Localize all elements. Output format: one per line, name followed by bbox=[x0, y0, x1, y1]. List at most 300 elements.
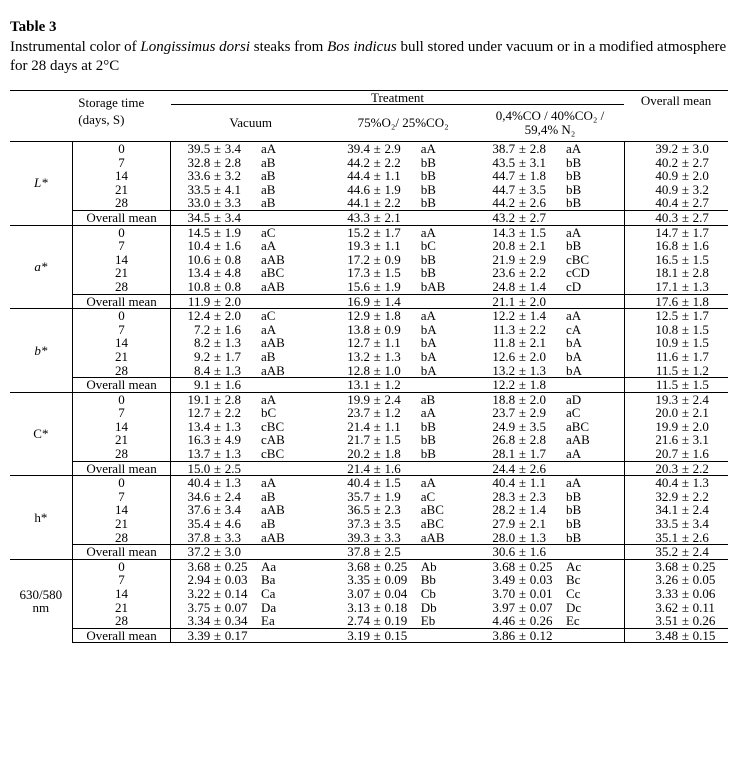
vacuum-sd: 2.2 bbox=[224, 405, 241, 421]
mod2-mean: 44.7 bbox=[492, 181, 516, 197]
vacuum-overall-sd: 3.0 bbox=[225, 545, 254, 560]
mod2-overall-sd: 1.8 bbox=[530, 378, 559, 393]
table-row bbox=[10, 503, 728, 517]
caption-part1: Instrumental color of bbox=[10, 39, 141, 55]
vacuum-mean: 10.6 bbox=[187, 251, 211, 267]
vacuum-sd: 4.6 bbox=[224, 516, 241, 532]
mod1-letters: bAB bbox=[417, 278, 446, 294]
storage-day: 7 bbox=[72, 156, 171, 170]
vacuum-overall-pm: ± bbox=[210, 378, 225, 393]
vacuum-letters: aAB bbox=[257, 529, 285, 545]
storage-day: 14 bbox=[72, 420, 171, 434]
vacuum-sd: 2.4 bbox=[224, 488, 241, 504]
overall-pm: ± bbox=[681, 278, 689, 294]
mod2-mean: 38.7 bbox=[476, 142, 515, 156]
overall-mean: 40.2 bbox=[624, 156, 678, 170]
mod1-mean: 35.7 bbox=[347, 488, 370, 504]
vacuum-sd: 1.7 bbox=[224, 348, 241, 364]
mod2-mean: 11.3 bbox=[492, 321, 516, 337]
overall-mean: 40.4 bbox=[624, 476, 678, 490]
overall-pm: ± bbox=[681, 446, 689, 462]
spacer bbox=[559, 210, 624, 225]
mod2-overall-mean: 43.2 bbox=[476, 210, 515, 225]
caption-part3: bull stored under vacuum or in a modified atmosphere for 28 days at 2°C bbox=[10, 39, 727, 74]
vacuum-overall-mean: 9.1 bbox=[171, 378, 210, 393]
overall-sd: 2.7 bbox=[692, 154, 709, 170]
table-row bbox=[10, 280, 728, 294]
mod1-pm: ± bbox=[373, 599, 381, 615]
table-row bbox=[10, 447, 728, 461]
mod1-mean: 15.6 bbox=[347, 278, 370, 294]
overall-overall-pm: ± bbox=[678, 545, 693, 560]
vacuum-pm: ± bbox=[210, 392, 225, 406]
mod2-mean: 26.8 bbox=[492, 432, 516, 448]
overall-mean-row bbox=[10, 628, 728, 643]
overall-sd: 1.6 bbox=[692, 446, 709, 462]
mod2-mean: 24.8 bbox=[492, 278, 516, 294]
mod1-mean: 44.2 bbox=[347, 154, 370, 170]
storage-day: 7 bbox=[72, 406, 171, 420]
mod2-pm: ± bbox=[518, 613, 526, 629]
overall-sd: 1.3 bbox=[692, 278, 709, 294]
mod2-letters: bA bbox=[562, 362, 582, 378]
overall-mean: 40.9 bbox=[624, 183, 678, 197]
overall-pm: ± bbox=[678, 309, 693, 323]
table-row bbox=[10, 433, 728, 447]
mod2-mean: 24.9 bbox=[492, 418, 516, 434]
overall-overall-sd: 1.5 bbox=[693, 378, 728, 393]
vacuum-mean: 40.4 bbox=[171, 476, 210, 490]
mod1-pm: ± bbox=[373, 251, 381, 267]
vacuum-letters: aA bbox=[254, 476, 331, 490]
mod2-sd: 2.1 bbox=[529, 516, 546, 532]
mod1-pm: ± bbox=[373, 502, 381, 518]
mod1-pm: ± bbox=[373, 516, 381, 532]
vacuum-letters: Ca bbox=[257, 586, 276, 601]
mod1-sd: 0.25 bbox=[384, 559, 413, 573]
mod2-sd: 1.4 bbox=[529, 278, 546, 294]
vacuum-letters: aB bbox=[257, 348, 276, 364]
mod2-letters: Bc bbox=[562, 572, 581, 588]
vacuum-mean: 37.6 bbox=[187, 502, 211, 518]
mod1-sd: 1.7 bbox=[384, 225, 413, 239]
mod1-mean: 21.4 bbox=[347, 418, 370, 434]
mod1-mean: 20.2 bbox=[347, 446, 370, 462]
overall-sd: 3.2 bbox=[692, 181, 709, 197]
overall-mean: 11.6 bbox=[624, 350, 678, 364]
vacuum-letters: aB bbox=[257, 181, 276, 197]
vacuum-mean: 14.5 bbox=[171, 225, 210, 239]
vacuum-letters: aA bbox=[257, 238, 277, 254]
caption-italic2: Bos indicus bbox=[327, 39, 397, 55]
spacer bbox=[254, 628, 331, 643]
mod1-sd: 0.9 bbox=[384, 251, 401, 267]
vacuum-pm: ± bbox=[213, 362, 222, 378]
vacuum-pm: ± bbox=[213, 168, 222, 184]
overall-sd: 2.6 bbox=[692, 529, 709, 545]
group-label-text: 630/580 bbox=[19, 586, 63, 602]
mod1-overall-sd: 1.6 bbox=[384, 461, 413, 476]
overall-pm: ± bbox=[681, 362, 689, 378]
vacuum-pm: ± bbox=[213, 251, 222, 267]
overall-pm: ± bbox=[681, 418, 689, 434]
table-row bbox=[10, 253, 728, 267]
overall-overall-pm: ± bbox=[678, 378, 693, 393]
overall-pm: ± bbox=[681, 599, 689, 615]
storage-day: 28 bbox=[72, 280, 171, 294]
mod2-mean: 44.7 bbox=[492, 168, 516, 184]
vacuum-overall-sd: 2.0 bbox=[225, 294, 254, 309]
mod2-mean: 21.9 bbox=[492, 251, 516, 267]
overall-overall-sd: 0.15 bbox=[693, 628, 728, 643]
mod1-letters: Cb bbox=[417, 586, 436, 601]
overall-sd: 1.6 bbox=[692, 238, 709, 254]
overall-sd: 1.2 bbox=[692, 362, 709, 378]
mod1-overall-mean: 43.3 bbox=[331, 210, 370, 225]
mod2-pm: ± bbox=[515, 476, 530, 490]
mod2-sd: 2.1 bbox=[529, 238, 546, 254]
mod2-letters: bB bbox=[562, 529, 582, 545]
mod2-pm: ± bbox=[518, 362, 526, 378]
spacer bbox=[414, 294, 476, 309]
mod2-header: 0,4%CO / 40%CO₂ / 59,4% N₂ bbox=[476, 105, 624, 142]
mod2-pm: ± bbox=[515, 309, 530, 323]
mod2-letters: Ac bbox=[559, 559, 624, 573]
table-row bbox=[10, 573, 728, 587]
overall-mean: 3.68 bbox=[624, 559, 678, 573]
overall-sd: 2.0 bbox=[692, 418, 709, 434]
mod2-pm: ± bbox=[518, 418, 526, 434]
mod1-pm: ± bbox=[373, 446, 381, 462]
mod1-pm: ± bbox=[373, 348, 381, 364]
vacuum-mean: 3.22 bbox=[187, 586, 211, 601]
overall-pm: ± bbox=[681, 613, 689, 629]
vacuum-letters: cBC bbox=[257, 418, 285, 434]
overall-pm: ± bbox=[681, 321, 689, 337]
mod2-pm: ± bbox=[518, 181, 526, 197]
vacuum-mean: 33.5 bbox=[187, 181, 211, 197]
table-row bbox=[10, 169, 728, 183]
mod2-sd: 2.8 bbox=[529, 432, 546, 448]
mod1-sd: 1.1 bbox=[384, 418, 401, 434]
overall-mean: 40.4 bbox=[624, 196, 678, 210]
spacer bbox=[254, 210, 331, 225]
mod2-mean: 20.8 bbox=[492, 238, 516, 254]
mod2-overall-sd: 2.7 bbox=[530, 210, 559, 225]
group-label-text: L* bbox=[34, 175, 48, 191]
mod2-letters: cBC bbox=[562, 251, 590, 267]
spacer bbox=[414, 545, 476, 560]
vacuum-sd: 3.2 bbox=[224, 168, 241, 184]
vacuum-letters: cAB bbox=[257, 432, 285, 448]
spacer bbox=[254, 294, 331, 309]
mod1-overall-pm: ± bbox=[370, 461, 385, 476]
vacuum-sd: 1.3 bbox=[224, 335, 241, 351]
storage-day: 0 bbox=[72, 142, 171, 156]
vacuum-sd: 2.8 bbox=[224, 154, 241, 170]
mod1-letters: bB bbox=[417, 168, 436, 184]
vacuum-mean: 33.0 bbox=[187, 195, 211, 211]
table-title: Table 3 bbox=[10, 19, 57, 35]
mod1-sd: 2.3 bbox=[384, 502, 401, 518]
vacuum-pm: ± bbox=[213, 529, 222, 545]
overall-overall-pm: ± bbox=[678, 461, 693, 476]
overall-pm: ± bbox=[681, 181, 689, 197]
storage-day: 28 bbox=[72, 196, 171, 210]
overall-sd: 2.0 bbox=[692, 168, 709, 184]
group-label-text: h* bbox=[34, 509, 48, 525]
table-row bbox=[10, 350, 728, 364]
mod1-letters: aC bbox=[417, 488, 436, 504]
vacuum-overall-sd: 1.6 bbox=[225, 378, 254, 393]
storage-day: 7 bbox=[72, 323, 171, 337]
overall-mean-label: Overall mean bbox=[72, 628, 171, 643]
mod2-pm: ± bbox=[518, 502, 526, 518]
mod1-pm: ± bbox=[370, 392, 385, 406]
vacuum-letters: aB bbox=[257, 195, 276, 211]
storage-day: 0 bbox=[72, 392, 171, 406]
mod1-mean: 37.3 bbox=[347, 516, 370, 532]
mod2-pm: ± bbox=[518, 432, 526, 448]
overall-sd: 0.05 bbox=[692, 572, 716, 588]
mod1-overall-sd: 0.15 bbox=[384, 628, 413, 643]
overall-pm: ± bbox=[681, 168, 689, 184]
spacer bbox=[254, 461, 331, 476]
mod1-sd: 1.5 bbox=[384, 432, 401, 448]
overall-pm: ± bbox=[678, 225, 693, 239]
mod1-letters: aA bbox=[414, 476, 476, 490]
mod1-letters: Bb bbox=[417, 572, 436, 588]
mod1-mean: 23.7 bbox=[347, 405, 370, 421]
mod2-letters: cD bbox=[562, 278, 582, 294]
table-row bbox=[10, 336, 728, 350]
mod2-letters: bB bbox=[562, 238, 582, 254]
mod1-overall-mean: 37.8 bbox=[331, 545, 370, 560]
mod2-sd: 0.07 bbox=[529, 599, 553, 615]
group-label bbox=[10, 476, 72, 560]
vacuum-letters: aB bbox=[257, 154, 276, 170]
mod1-overall-sd: 2.1 bbox=[384, 210, 413, 225]
overall-pm: ± bbox=[681, 154, 689, 170]
vacuum-mean: 19.1 bbox=[171, 392, 210, 406]
overall-pm: ± bbox=[678, 559, 693, 573]
mod1-letters: bB bbox=[417, 251, 436, 267]
table-row bbox=[10, 309, 728, 323]
mod2-mean: 13.2 bbox=[492, 362, 516, 378]
mod2-mean: 28.0 bbox=[492, 529, 516, 545]
table-row bbox=[10, 196, 728, 210]
mod2-pm: ± bbox=[518, 348, 526, 364]
mod1-overall-pm: ± bbox=[370, 294, 385, 309]
mod1-sd: 1.8 bbox=[384, 309, 413, 323]
vacuum-mean: 13.4 bbox=[187, 418, 211, 434]
mod2-sd: 1.3 bbox=[529, 529, 546, 545]
vacuum-sd: 0.8 bbox=[224, 278, 241, 294]
overall-sd: 1.3 bbox=[693, 476, 728, 490]
mod1-pm: ± bbox=[373, 529, 381, 545]
mod1-overall-pm: ± bbox=[370, 628, 385, 643]
overall-overall-pm: ± bbox=[678, 628, 693, 643]
mod1-mean: 3.13 bbox=[347, 599, 370, 615]
overall-sd: 0.06 bbox=[692, 586, 716, 601]
vacuum-pm: ± bbox=[213, 321, 222, 337]
overall-mean: 16.8 bbox=[624, 239, 678, 253]
overall-sd: 1.7 bbox=[693, 225, 728, 239]
vacuum-pm: ± bbox=[213, 278, 222, 294]
mod2-pm: ± bbox=[515, 392, 530, 406]
vacuum-pm: ± bbox=[213, 613, 222, 629]
table-row bbox=[10, 406, 728, 420]
vacuum-mean: 34.6 bbox=[187, 488, 211, 504]
overall-mean: 10.8 bbox=[624, 323, 678, 337]
mod2-sd: 2.9 bbox=[529, 251, 546, 267]
mod2-letters: aD bbox=[559, 392, 624, 406]
mod2-overall-sd: 0.12 bbox=[530, 628, 559, 643]
storage-day: 21 bbox=[72, 601, 171, 615]
mod1-letters: Ab bbox=[414, 559, 476, 573]
mod1-overall-mean: 3.19 bbox=[331, 628, 370, 643]
mod1-mean: 44.1 bbox=[347, 195, 370, 211]
vacuum-sd: 3.3 bbox=[224, 529, 241, 545]
overall-mean-row bbox=[10, 378, 728, 393]
table-row bbox=[10, 392, 728, 406]
mod1-pm: ± bbox=[373, 238, 381, 254]
mod1-letters: aA bbox=[414, 142, 476, 156]
overall-overall-sd: 2.2 bbox=[693, 461, 728, 476]
vacuum-mean: 8.2 bbox=[193, 335, 211, 351]
mod1-pm: ± bbox=[370, 225, 385, 239]
mod1-letters: bA bbox=[417, 321, 437, 337]
overall-mean: 10.9 bbox=[624, 336, 678, 350]
mod1-letters: bB bbox=[417, 265, 436, 281]
vacuum-overall-sd: 2.5 bbox=[225, 461, 254, 476]
overall-mean: 3.62 bbox=[624, 601, 678, 615]
overall-overall-mean: 17.6 bbox=[624, 294, 678, 309]
overall-mean: 34.1 bbox=[624, 503, 678, 517]
vacuum-letters: Da bbox=[257, 599, 277, 615]
overall-mean-label: Overall mean bbox=[72, 378, 171, 393]
storage-day: 0 bbox=[72, 476, 171, 490]
mod2-overall-sd: 2.6 bbox=[530, 461, 559, 476]
mod1-letters: bB bbox=[417, 181, 436, 197]
overall-sd: 2.4 bbox=[693, 392, 728, 406]
vacuum-pm: ± bbox=[210, 476, 225, 490]
vacuum-pm: ± bbox=[213, 195, 222, 211]
mod1-pm: ± bbox=[370, 309, 385, 323]
overall-mean: 3.33 bbox=[624, 587, 678, 601]
mod1-sd: 0.04 bbox=[384, 586, 408, 601]
mod2-pm: ± bbox=[518, 586, 526, 601]
mod1-letters: bC bbox=[417, 238, 436, 254]
vacuum-sd: 4.1 bbox=[224, 181, 241, 197]
mod1-sd: 1.1 bbox=[384, 335, 401, 351]
mod1-overall-pm: ± bbox=[370, 545, 385, 560]
mod2-sd: 2.3 bbox=[529, 488, 546, 504]
vacuum-overall-pm: ± bbox=[210, 210, 225, 225]
overall-mean-row bbox=[10, 294, 728, 309]
overall-mean: 11.5 bbox=[624, 364, 678, 378]
overall-pm: ± bbox=[681, 195, 689, 211]
vacuum-sd: 0.8 bbox=[224, 251, 241, 267]
vacuum-pm: ± bbox=[213, 572, 222, 588]
mod1-pm: ± bbox=[373, 405, 381, 421]
group-label bbox=[10, 559, 72, 643]
table-row bbox=[10, 239, 728, 253]
vacuum-overall-pm: ± bbox=[210, 461, 225, 476]
table-row bbox=[10, 323, 728, 337]
vacuum-sd: 0.25 bbox=[225, 559, 254, 573]
mod1-letters: aA bbox=[417, 405, 436, 421]
group-label-text: b* bbox=[34, 342, 48, 358]
overall-pm: ± bbox=[681, 529, 689, 545]
overall-mean-label: Overall mean bbox=[72, 294, 171, 309]
vacuum-mean: 12.7 bbox=[187, 405, 211, 421]
mod1-overall-mean: 16.9 bbox=[331, 294, 370, 309]
mod2-sd: 0.01 bbox=[529, 586, 553, 601]
table-row bbox=[10, 490, 728, 504]
mod1-pm: ± bbox=[373, 335, 381, 351]
mod1-mean: 13.2 bbox=[347, 348, 370, 364]
mod1-pm: ± bbox=[370, 476, 385, 490]
vacuum-mean: 13.4 bbox=[187, 265, 211, 281]
mod1-mean: 12.8 bbox=[347, 362, 370, 378]
overall-mean: 40.9 bbox=[624, 169, 678, 183]
vacuum-pm: ± bbox=[213, 405, 222, 421]
mod2-mean: 11.8 bbox=[492, 335, 516, 351]
vacuum-sd: 1.9 bbox=[225, 225, 254, 239]
spacer bbox=[414, 378, 476, 393]
overall-mean: 20.0 bbox=[624, 406, 678, 420]
mod1-sd: 3.5 bbox=[384, 516, 401, 532]
mod1-mean: 44.6 bbox=[347, 181, 370, 197]
mod2-mean: 14.3 bbox=[476, 225, 515, 239]
mod1-pm: ± bbox=[373, 154, 381, 170]
group-label-unit: nm bbox=[32, 600, 50, 616]
vacuum-sd: 3.4 bbox=[225, 142, 254, 156]
mod2-letters: Cc bbox=[562, 586, 581, 601]
mod1-mean: 12.9 bbox=[331, 309, 370, 323]
mod1-sd: 0.9 bbox=[384, 321, 401, 337]
storage-day: 21 bbox=[72, 266, 171, 280]
vacuum-pm: ± bbox=[213, 181, 222, 197]
overall-mean: 35.1 bbox=[624, 531, 678, 545]
mod1-letters: aB bbox=[414, 392, 476, 406]
mod1-pm: ± bbox=[373, 418, 381, 434]
mod1-mean: 17.2 bbox=[347, 251, 370, 267]
vacuum-overall-mean: 37.2 bbox=[171, 545, 210, 560]
mod1-pm: ± bbox=[370, 559, 385, 573]
vacuum-mean: 13.7 bbox=[187, 446, 211, 462]
vacuum-overall-mean: 11.9 bbox=[171, 294, 210, 309]
storage-day: 0 bbox=[72, 559, 171, 573]
mod2-sd: 2.0 bbox=[529, 348, 546, 364]
mod2-sd: 2.2 bbox=[529, 321, 546, 337]
mod1-sd: 1.3 bbox=[384, 348, 401, 364]
storage-day: 14 bbox=[72, 503, 171, 517]
mod1-pm: ± bbox=[370, 142, 385, 156]
table-row bbox=[10, 142, 728, 156]
storage-day: 14 bbox=[72, 169, 171, 183]
overall-mean: 19.9 bbox=[624, 420, 678, 434]
overall-mean: 14.7 bbox=[624, 225, 678, 239]
mod2-letters: bA bbox=[562, 348, 582, 364]
mod2-sd: 0.03 bbox=[529, 572, 553, 588]
mod1-letters: bB bbox=[417, 418, 436, 434]
mod2-sd: 1.8 bbox=[529, 168, 546, 184]
mod1-overall-mean: 13.1 bbox=[331, 378, 370, 393]
vacuum-letters: aAB bbox=[257, 502, 285, 518]
overall-overall-mean: 3.48 bbox=[624, 628, 678, 643]
